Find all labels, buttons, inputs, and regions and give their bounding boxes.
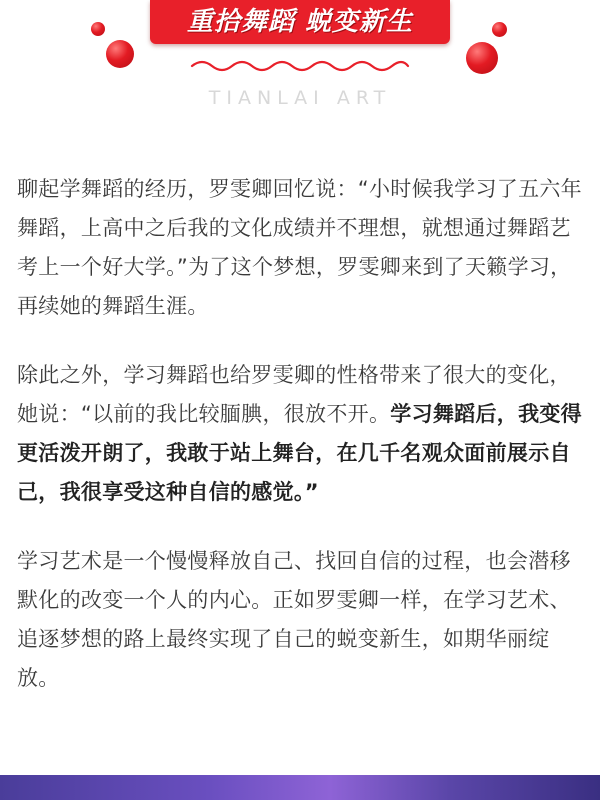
- paragraph-1: 聊起学舞蹈的经历，罗雯卿回忆说：“小时候我学习了五六年舞蹈，上高中之后我的文化成绩并不理想，就想通过舞蹈艺考上一个好大学。”为了这个梦想，罗雯卿来到了天籁学习，再续她的舞蹈生涯。: [17, 177, 582, 318]
- paragraph-2: [17, 356, 587, 512]
- paragraph-3: 学习艺术是一个慢慢释放自己、找回自信的过程，也会潜移默化的改变一个人的内心。正如罗雯卿一样，在学习艺术、追逐梦想的路上最终实现了自己的蜕变新生，如期华丽绽放。: [17, 549, 571, 690]
- next-section-image-edge: [0, 775, 600, 800]
- paragraph-2-text: 除此之外，学习舞蹈也给罗雯卿的性格带来了很大的变化，她说：“以前的我比较腼腆，很放不开。: [17, 363, 571, 426]
- red-ball-decoration-right-small: [492, 22, 507, 37]
- red-ball-decoration-right-large: [466, 42, 498, 74]
- article-body: [17, 170, 587, 728]
- red-ball-decoration-left-large: [106, 40, 134, 68]
- red-ball-decoration-left-small: [91, 22, 105, 36]
- paragraph-2-quote-bold: 学习舞蹈后，我变得更活泼开朗了，我敢于站上舞台，在几千名观众面前展示自己，我很享受这种自信的感觉。”: [17, 402, 582, 504]
- wave-divider-icon: [190, 56, 410, 76]
- brand-subtitle: TIANLAI ART: [208, 87, 392, 109]
- section-title: 重拾舞蹈 蜕变新生: [186, 7, 414, 37]
- header-banner: [0, 0, 600, 115]
